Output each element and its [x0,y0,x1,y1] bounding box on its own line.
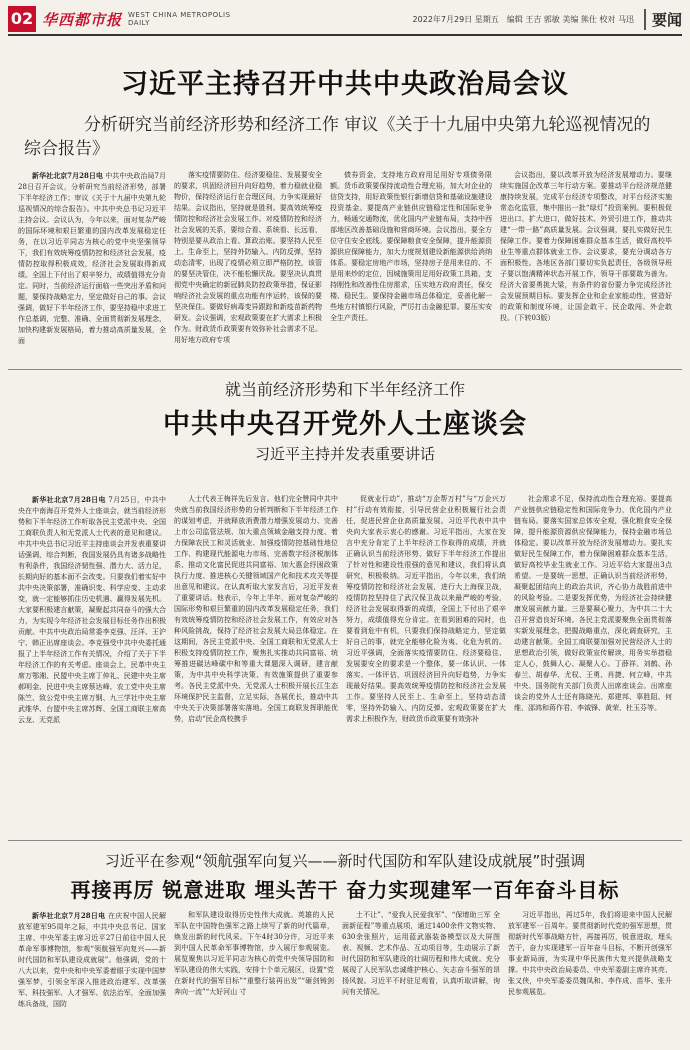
article2-text-4: 社会需求不足，保持流动性合理充裕。要提高产业链供应链稳定性和国际竞争力，优化国内产业链布局。要落实国家总体安全观，强化粮食安全保障，提升能源资源供应保障能力，保持金融市场总体稳定。要以改革开放为经济发展增动力。要扎实做好民生保障工作，着力保障困难群众基本生活，做好高校毕业生就业工作。习近平给大家提出3点希望。一是要统一思想，正确认识当前经济形势，凝聚起团结向上的政治共识，齐心协力战胜前进中的风险考验。二是要发挥优势，为经济社会持续健康发展贡献力量。三是要凝心聚力，为中共二十大召开营造良好环境。各民主党派要聚焦全面贯彻落实新发展理念，把握战略重点，深化调查研究，主动建言献策。全国工商联要加强对民营经济人士的思想政治引领，做好政策宣传解读，用务实举措稳定人心，鼓舞人心、凝聚人心。丁薛祥、刘鹤、孙春兰、胡春华、尤权、王勇、肖捷、何立峰，中共中央、国务院有关部门负责人出席座谈会。出席座谈会的党外人士还有陈晓光、郑建邦、辜胜阻、何维、邵鸿和蒋作君、李钺锋、黄荣、杜玉芬等。 [514,495,672,712]
continued-note: （下转03版） [514,314,555,322]
article3-column-1 [18,910,166,1042]
article2-column-3 [346,494,506,832]
article3-text-3: 土不让”、“爱我人民爱我军”、“保增助三军 全面新征程”等重点展项，通过1400余件文物实物、630余张照片，运用蓝武器装备模型以及大屏图表、视频、艺术作品、互动项目等，生动展示了新时代国防和军队建设的壮阔历程和伟大成就。充分展现了人民军队忠诚维护核心、矢志奋斗强军的昂扬风貌。习近平不时驻足观看，认真听取讲解，询问有关情况。 [342,911,500,996]
article2-text-3: 促就业行动”，推动“万企帮万村”与“万企兴万村”行动有效衔接，引导民营企业积极履行社会责任，促进民营企业高质量发展。习近平代表中共中央向大家表示衷心的感谢。习近平指出，大家在发言中充分肯定了上半年经济工作取得的成绩，并就正确认识当前经济形势、做好下半年经济工作提出了针对性和建设性很强的意见和建议，我们将认真研究，积极吸纳。习近平指出，今年以来，我们统筹疫情防控和经济社会发展，进行大上海保卫战，疫情防控坚持住了武汉保卫战以来最严峻的考验，经济社会发展取得新的成绩，全国上下付出了艰辛努力，成绩值得充分肯定。在看到困难的同时，也要看到危中有机，只要我们保持战略定力，坚定做好自己的事，就完全能够化险为夷、化危为机的。习近平强调，全面落实疫情要防住、经济要稳住、发展要安全的要求是一个整体，要一体认识、一体落实、一体评估，巩固经济回升向好趋势，力争实现最好结果。要高效统筹疫情防控和经济社会发展工作。要坚持人民至上、生命至上，坚持动态清零，坚持外防输入、内防反弹。宏观政策要在扩大需求上积极作为，财政货币政策要有效弥补 [346,495,506,723]
article1-column-2 [174,170,322,365]
article1-text-1: 中共中央政治局7月28日召开会议，分析研究当前经济形势，部署下半年经济工作；审议《关于十九届中央第九轮巡视情况的综合报告》。中共中央总书记习近平主持会议。会议认为，今年以来，面对复杂严峻的国际环境和艰巨繁重的国内改革发展稳定任务，在以习近平同志为核心的党中央坚强领导下，我们有效统筹疫情防控和经济社会发展，疫情防控取得积极成效，经济社会发展取得新成绩。全国上下付出了艰辛努力，成绩值得充分肯定。同时，当前经济运行面临一些突出矛盾和问题，要保持战略定力，坚定做好自己的事。会议强调，做好下半年经济工作，要坚持稳中求进工作总基调，完整、准确、全面贯彻新发展理念，加快构建新发展格局，着力推动高质量发展，全面 [18,172,166,345]
article2-subhead: 习近平主持并发表重要讲话 [254,445,435,463]
article1-text-3: 债券资金，支持地方政府用足用好专项债务限额。货币政策要保持流动性合理充裕，加大对企业的信贷支持，用好政策性银行新增信贷和基础设施建设投资基金。要提高产业链供应链稳定性和国际竞争力，畅通交通物流，优化国内产业链布局，支持中西部地区改善基础设施和营商环境。会议指出，要全方位守住安全底线。要保障粮食安全保障，提升能源资源供应保障能力，加大力度规划建设新能源供给消纳体系。要稳定房地产市场，坚持房子是用来住的、不是用来炒的定位，因城施策用足用好政策工具箱，支持刚性和改善性住房需求，压实地方政府责任，保交楼、稳民生。要保持金融市场总体稳定，妥善化解一些地方村镇银行风险，严厉打击金融犯罪。要压实安全生产责任。 [330,171,492,322]
article1-headline: 习近平主持召开中共中央政治局会议 [121,69,569,100]
issue-date: 2022年7月29日 星期五 [412,14,499,24]
article3-kicker: 习近平在参观“领航强军向复兴——新时代国防和军队建设成就展”时强调 [104,852,586,870]
article2-text-1: 7月25日，中共中央在中南海召开党外人士座谈会，就当前经济形势和下半年经济工作听取各民主党派中央、全国工商联负责人和无党派人士代表的意见和建议。中共中央总书记习近平主持座谈会并发表重要讲话强调，综合判断，我国发展仍具有诸多战略性有利条件，我国经济韧性强、潜力大、活力足，长期向好的基本面不会改变。只要我们着实好中共中央决策部署，准确识变、科学应变、主动求变，就一定能够抓住历史机遇、赢得发展先机。大家要积极建言献策，凝聚起共同奋斗的强大合力，为实现今年经济社会发展目标任务作出积极贡献。中共中央政治局常委李克强、汪洋、王沪宁、韩正出席座谈会。李克强受中共中央委托通报了上半年经济工作有关情况，介绍了关于下半年经济工作的有关考虑。座谈会上，民革中央主席万鄂湘、民盟中央主席丁仲礼、民建中央主席郝明金、民进中央主席蔡达峰、农工党中央主席陈竺、致公党中央主席万钢、九三学社中央主席武维华、台盟中央主席苏辉、全国工商联主席高云龙、无党派 [18,496,166,724]
article1-column-4 [500,170,672,365]
article1-column-1 [18,170,166,365]
divider [8,369,682,370]
editor-credits: 编辑 王吉 郭敏 美编 熊仕 校对 马迅 [506,14,634,24]
article2-column-1 [18,494,166,832]
article2-text-2: 人士代表王梅祥先后发言。他们完全赞同中共中央就当前我国经济形势的分析判断和下半年经济工作的谋划考虑，并就释放消费潜力增强发展动力、完善上市公司监管法规、加大重点领域金融支持力度、着力保障农民工和灵活就业、加强疫情防控基础性地位工作、构建现代能源电力市场、完善数字经济税制体系、推动文化富民促进共同富裕、加大惠企纾困政策执行力度、推进核心关键领域国产化和技术攻关等提出意见和建议。在认真听取大家发言后，习近平发表了重要讲话。他表示，今年上半年，面对复杂严峻的国际形势和艰巨繁重的国内改革发展稳定任务，我们有效统筹疫情防控和经济社会发展工作，有效应对各种风险挑战，保持了经济社会发展大局总体稳定。在这期间，各民主党派中央、全国工商联和无党派人士积极支持疫情防控工作，聚焦扎实推动共同富裕、统筹推进碳达峰碳中和等重大课题深入调研，建言献策，为中共中央科学决策、有效施策提供了重要参考。各民主党派中央、无党派人士积极开展长江生态环境保护民主监督，立足实际，各展优长，推动中共中央关于决策部署落实落地。全国工商联发挥职能优势，启动“民企高校携手 [174,495,338,723]
dateline: 新华社北京7月28日电 [32,911,106,920]
masthead [8,6,682,32]
article3-text-2: 和军队建设取得历史性伟大成就。英雄的人民军队在中国特色强军之路上续写了新的时代篇章，焕发出新的时代风采。下午4时30分许，习近平来到中国人民革命军事博物馆，步入展厅参观展览。展览聚焦以习近平同志为核心的党中央领导国防和军队建设的伟大实践，安排十个单元展区，设置“党在新时代的强军目标”“重整行装再出发”“砸剑铸剑 奔向一流”“大好河山 寸 [174,911,334,996]
dateline: 新华社北京7月28日电 [32,495,106,504]
paper-name: 华西都市报 [42,10,123,29]
article3-headline: 再接再厉 锐意进取 埋头苦干 奋力实现建军一百年奋斗目标 [70,878,620,902]
header-rule [8,34,682,36]
article3-text-1: 在庆祝中国人民解放军建军95周年之际，中共中央总书记、国家主席、中央军委主席习近平27日前往中国人民革命军事博物馆，参观“领航强军向复兴——新时代国防和军队建设成就展”。他强调，党的十八大以来，党中央和中央军委着眼于实现中国梦强军梦，引领全军深入推进政治建军、改革强军、科技强军、人才强军、依法治军，全面加强练兵备战，国防 [18,912,166,1008]
article1-text-2: 落实疫情要防住、经济要稳住、发展要安全的要求，巩固经济回升向好趋势，着力稳就业稳物价，保持经济运行在合理区间，力争实现最好结果。会议指出，坚持就是胜利。要高效统筹疫情防控和经济社会发展工作。对疫情防控和经济社会发展的关系，要综合看、系统看、长远看，特别是要从政治上看、算政治账。要坚持人民至上、生命至上，坚持外防输入、内防反弹，坚持动态清零，出现了疫情必须立即严格防控，该管的要坚决管住，决不能松懈厌战。要坚决认真贯彻党中央确定的新冠肺炎防控政策举措，保证影响经济社会发展的重点功能有序运转，该保的要坚决保住。要做好病毒变异跟踪和新疫苗新药物研发。会议强调，宏观政策要在扩大需求上积极作为。财政货币政策要有效弥补社会需求不足。用好地方政府专项 [174,171,322,344]
section-label: 要闻 [644,9,682,30]
article3-column-2 [174,910,334,1042]
article3-column-3 [342,910,500,1042]
article3-column-4 [508,910,672,1042]
article1-text-4: 会议指出，要以改革开放为经济发展增动力。要继续实施国企改革三年行动方案。要推动平台经济规范健康持续发展，完成平台经济专项整改，对平台经济实施常态化监管，集中推出一批“绿灯”投资案例。要积极促进出口、扩大进口，做好技术、外贸引进工作，推动共建“一带一路”高质量发展。会议强调，要扎实做好民生保障工作。要着力保障困难群众基本生活，做好高校毕业生等重点群体就业工作。会议要求，要充分调动各方面积极性。各地区各部门要切实负起责任，各级领导班子要以饱满精神状态开展工作，领导干部要敢为善为。经济大省要勇挑大梁，有条件的省份要力争完成经济社会发展预期目标。要发挥企业和企业家能动性，营造好的政策和制度环境，让国企敢干、民企敢闯、外企敢投。 [500,171,672,322]
divider [8,840,682,841]
dateline: 新华社北京7月28日电 [32,171,103,180]
article1-column-3 [330,170,492,365]
article3-text-4: 习近平指出，再过5年，我们将迎来中国人民解放军建军一百周年。要贯彻新时代党的强军思想，贯彻新时代军事战略方针，再接再厉，锐意进取，埋头苦干，奋力实现建军一百年奋斗目标，不断开创强军事业新局面，为实现中华民族伟大复兴提供战略支撑。中共中央政治局委员、中央军委副主席许其亮、张又侠，中央军委委员魏凤和、李作成、苗华、张升民参观展览。 [508,911,672,996]
paper-name-en: WEST CHINA METROPOLIS DAILY [128,11,231,27]
article2-column-4 [514,494,672,832]
article2-column-2 [174,494,338,832]
article1-subhead: 分析研究当前经济形势和经济工作 审议《关于十九届中央第九轮巡视情况的综合报告》 [24,115,651,159]
article2-headline: 中共中央召开党外人士座谈会 [163,409,527,440]
article2-kicker: 就当前经济形势和下半年经济工作 [224,380,465,399]
page-number: 02 [8,6,36,32]
